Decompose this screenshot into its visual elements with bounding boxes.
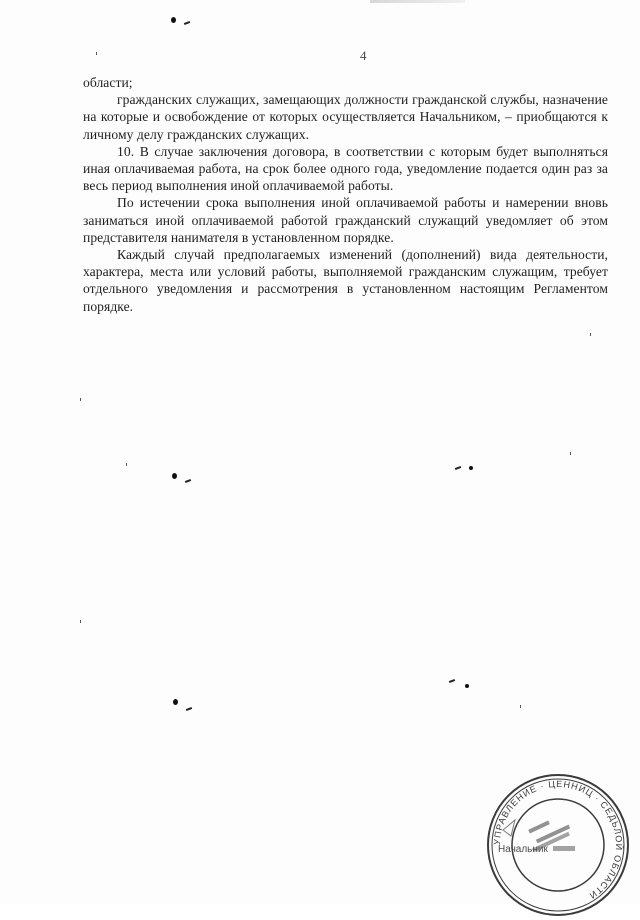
stamp-outer-text: УПРАВЛЕНИЕ · ЦЕННИЦ · СЕДЬЛОЙ ОБЛАСТИ [491,778,625,902]
scan-speck [570,452,571,455]
page-number: 4 [360,48,367,63]
scan-speck [186,707,192,711]
scan-speck [126,463,127,466]
scan-speck [455,466,461,470]
scan-speck [469,466,473,470]
scan-speck [96,52,97,55]
paragraph-1: области; [83,75,133,90]
scan-speck [520,705,521,708]
official-stamp [483,770,633,920]
paragraph-2: гражданских служащих, замещающих должности гражданской службы, назначение на которые и освобождение от которых осуществляется Начальником, – приобщаются к личному делу гражданских служащих. [83,92,608,142]
scan-speck [185,479,191,483]
scan-speck [184,21,190,25]
scan-speck [171,17,176,23]
stamp-inner-text: Начальник [498,844,548,855]
scan-speck [590,333,591,336]
paragraph-4: По истечении срока выполнения иной оплачиваемой работы и намерении вновь заниматься иной оплачиваемой работой гражданский служащий уведомляет об этом представителя нанимателя в установленном порядке. [83,195,608,245]
scan-speck [80,398,81,401]
scan-speck [449,679,455,683]
paragraph-5: Каждый случай предполагаемых изменений (дополнений) вида деятельности, характера, места или условий работы, выполняемой гражданским служащим, требует отдельного уведомления и рассмотрения в установленном настоящим Регламентом порядке. [83,247,608,314]
document-body [83,74,608,315]
scan-smudge [370,0,465,3]
scan-speck [80,620,81,623]
scan-speck [173,699,178,705]
scan-speck [465,684,469,688]
scan-speck [172,473,177,479]
paragraph-3: 10. В случае заключения договора, в соответствии с которым будет выполняться иная оплачиваемая работа, на срок более одного года, уведомление подается один раз за весь период выполнения иной оплачиваемой работы. [83,143,608,194]
